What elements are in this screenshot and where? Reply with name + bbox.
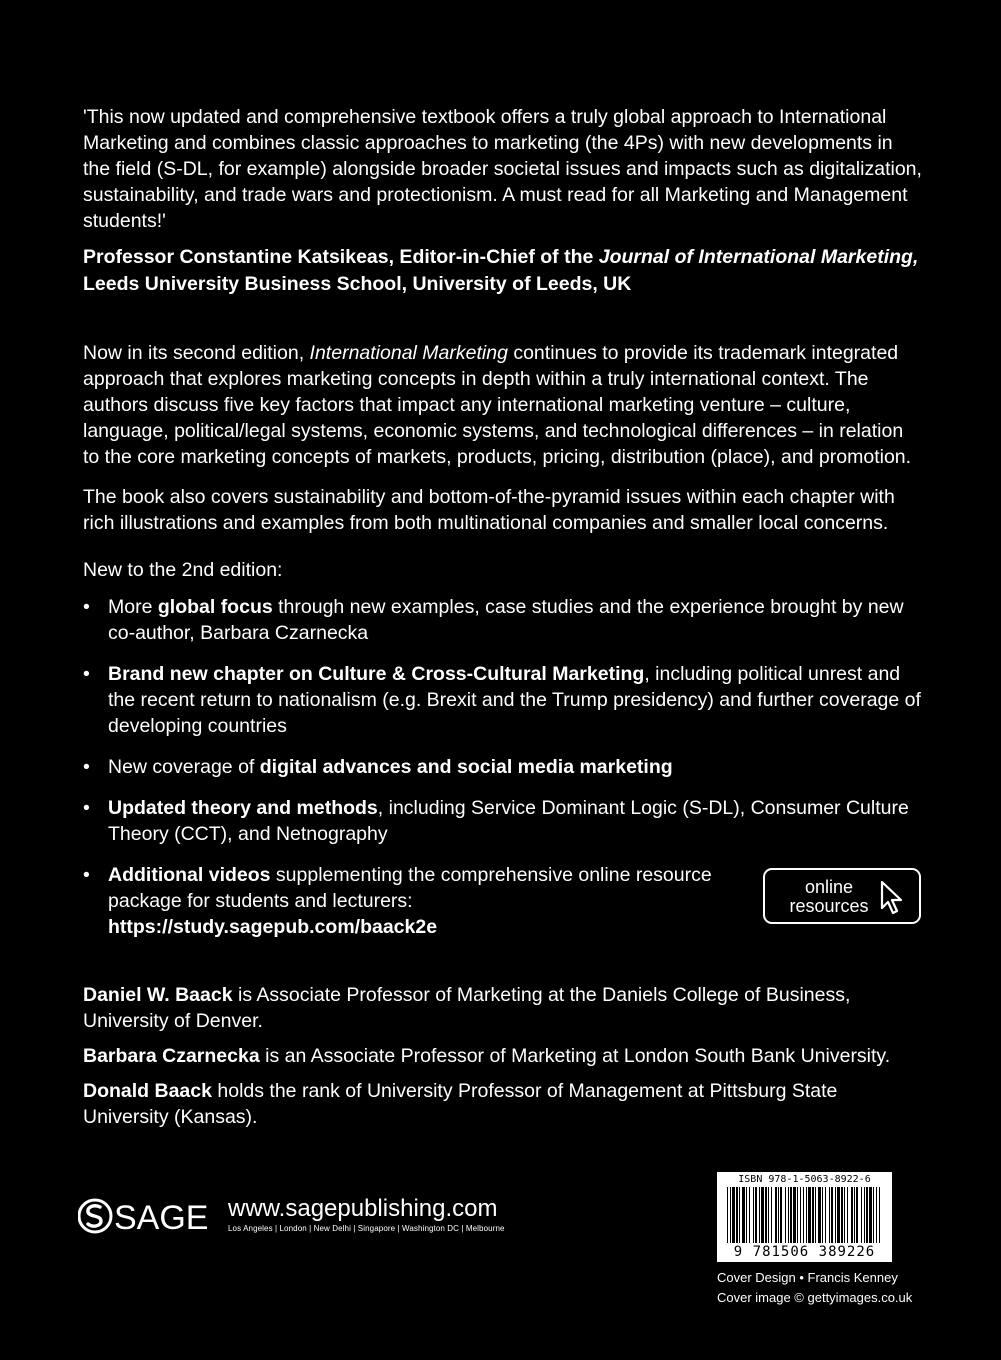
- barcode-bar: [797, 1187, 798, 1243]
- barcode-bar: [869, 1187, 872, 1243]
- barcode-bar: [803, 1187, 804, 1243]
- barcode-bar: [775, 1187, 777, 1243]
- barcode-bar: [739, 1187, 740, 1243]
- barcode-bar: [822, 1187, 823, 1243]
- item-text: , including Service Dominant Logic (S-DL), Consumer Culture Theory (CCT), and Netnography: [108, 797, 909, 845]
- cover-image-credit: Cover image © gettyimages.co.uk: [717, 1290, 913, 1305]
- item-bold: Brand new chapter on Culture & Cross-Cultural Marketing: [108, 663, 645, 685]
- bullet-icon: •: [83, 596, 90, 618]
- barcode-bar: [746, 1187, 747, 1243]
- barcode-bar: [768, 1187, 769, 1243]
- barcode-bar: [727, 1187, 728, 1243]
- online-label: online: [804, 877, 854, 897]
- cursor-arrow-icon: [879, 880, 905, 916]
- list-item: [83, 754, 923, 780]
- attribution-suffix: Leeds University Business School, University of Leeds, UK: [83, 273, 632, 295]
- online-resources-badge[interactable]: [763, 868, 921, 924]
- bullet-icon: •: [83, 663, 90, 685]
- barcode-bar: [742, 1187, 745, 1243]
- author-bios: [83, 982, 923, 1139]
- intro-second-paragraph: The book also covers sustainability and bottom-of-the-pyramid issues within each chapter with rich illustrations and examples from both multinational companies and smaller local concerns.: [83, 486, 895, 534]
- list-item: [83, 661, 923, 739]
- barcode-bar: [812, 1187, 814, 1243]
- barcode-bar: [755, 1187, 757, 1243]
- intro-suffix: continues to provide its trademark integrated approach that explores marketing concepts in depth within a truly international context. The authors discuss five key factors that impact any international marketing venture – culture, language, political/legal systems, economic systems, and technological differences – in relation to the core marketing concepts of markets, products, pricing, distribution (place), and promotion.: [83, 342, 912, 468]
- companion-website-link[interactable]: https://study.sagepub.com/baack2e: [108, 916, 438, 938]
- barcode-bar: [861, 1187, 862, 1243]
- barcode-bar: [771, 1187, 772, 1243]
- item-bold: Updated theory and methods: [108, 797, 378, 819]
- barcode-bar: [778, 1187, 779, 1243]
- barcode-bar: [785, 1187, 786, 1243]
- item-text: supplementing the comprehensive online resource package for students and lecturers:: [108, 864, 712, 912]
- barcode-bar: [818, 1187, 821, 1243]
- author-bio-text: is an Associate Professor of Marketing at London South Bank University.: [259, 1045, 891, 1067]
- barcode-bar: [808, 1187, 811, 1243]
- publisher-cities: Los Angeles | London | New Delhi | Singapore | Washington DC | Melbourne: [228, 1224, 505, 1233]
- endorsement-quote: 'This now updated and comprehensive textbook offers a truly global approach to International Marketing and combines classic approaches to marketing (the 4Ps) with new developments in the field (S-DL, for example) alongside broader societal issues and impacts such as digitalization, sustainability, and trade wars and protectionism. A must read for all Marketing and Management students!': [83, 106, 922, 232]
- sage-wordmark: SAGE: [114, 1199, 209, 1236]
- barcode-bar: [765, 1187, 767, 1243]
- barcode-bar: [864, 1187, 865, 1243]
- online-resources-label: [779, 878, 879, 916]
- barcode-bar: [800, 1187, 801, 1243]
- list-item: [83, 594, 923, 646]
- barcode-bar: [780, 1187, 782, 1243]
- attribution-prefix: Professor Constantine Katsikeas, Editor-in-Chief of the: [83, 246, 599, 268]
- barcode-bar: [815, 1187, 816, 1243]
- bullet-icon: •: [83, 864, 90, 886]
- barcode-bar: [847, 1187, 848, 1243]
- barcode-bar: [736, 1187, 738, 1243]
- item-text: New coverage of: [108, 756, 260, 778]
- cover-credits: [717, 1268, 912, 1308]
- barcode-bar: [788, 1187, 789, 1243]
- barcode-digits: 9 781506 389226: [733, 1244, 876, 1260]
- barcode-bar: [749, 1187, 750, 1243]
- barcode-bar: [730, 1187, 731, 1243]
- barcode-bar: [806, 1187, 807, 1243]
- barcode-bar: [793, 1187, 796, 1243]
- intro-prefix: Now in its second edition,: [83, 342, 310, 364]
- barcode-bar: [856, 1187, 858, 1243]
- barcode-bar: [854, 1187, 855, 1243]
- author-bio-text: holds the rank of University Professor of Management at Pittsburg State University (Kansas).: [83, 1080, 838, 1128]
- book-title: International Marketing: [309, 342, 508, 364]
- item-text: through new examples, case studies and the experience brought by new co-author, Barbara Czarnecka: [108, 596, 904, 644]
- barcode-bar: [753, 1187, 754, 1243]
- author-bio: [83, 982, 923, 1034]
- author-name: Barbara Czarnecka: [83, 1045, 260, 1067]
- intro-paragraph: [83, 340, 923, 470]
- isbn-barcode: [717, 1172, 892, 1262]
- author-name: Daniel W. Baack: [83, 984, 233, 1006]
- list-item: [83, 862, 748, 940]
- barcode-bar: [851, 1187, 853, 1243]
- attribution-journal: Journal of International Marketing,: [598, 246, 919, 268]
- item-text: More: [108, 596, 158, 618]
- resources-label: resources: [789, 896, 869, 916]
- publisher-url[interactable]: www.sagepublishing.com: [228, 1195, 498, 1222]
- author-bio: [83, 1043, 923, 1069]
- item-bold: digital advances and social media marketing: [259, 756, 673, 778]
- barcode-bar: [876, 1187, 877, 1243]
- item-bold: global focus: [157, 596, 273, 618]
- author-bio-text: is Associate Professor of Marketing at the Daniels College of Business, University of Denver.: [83, 984, 851, 1032]
- barcode-bar: [831, 1187, 833, 1243]
- author-bio: [83, 1078, 923, 1130]
- bullet-icon: •: [83, 756, 90, 778]
- author-name: Donald Baack: [83, 1080, 212, 1102]
- endorsement-attribution: [83, 244, 923, 298]
- barcode-bar: [879, 1187, 880, 1243]
- barcode-bar: [844, 1187, 845, 1243]
- barcode-bar: [829, 1187, 830, 1243]
- barcode-bar: [790, 1187, 792, 1243]
- barcode-bar: [761, 1187, 764, 1243]
- isbn-label: ISBN 978-1-5063-8922-6: [738, 1174, 871, 1185]
- cover-design-credit: Cover Design • Francis Kenney: [717, 1270, 898, 1285]
- barcode-bar: [866, 1187, 868, 1243]
- barcode-bar: [841, 1187, 843, 1243]
- barcode-bar: [732, 1187, 735, 1243]
- new-edition-heading: New to the 2nd edition:: [83, 559, 283, 581]
- item-text: , including political unrest and the recent return to nationalism (e.g. Brexit and the Trump presidency) and further coverage of developing countries: [108, 663, 921, 737]
- barcode-bar: [759, 1187, 760, 1243]
- list-item: [83, 795, 923, 847]
- bullet-icon: •: [83, 797, 90, 819]
- barcode-bar: [825, 1187, 826, 1243]
- barcode-bar: [835, 1187, 836, 1243]
- sage-logo: [78, 1196, 218, 1236]
- item-bold: Additional videos: [108, 864, 271, 886]
- barcode-bar: [837, 1187, 840, 1243]
- barcode-bar: [873, 1187, 874, 1243]
